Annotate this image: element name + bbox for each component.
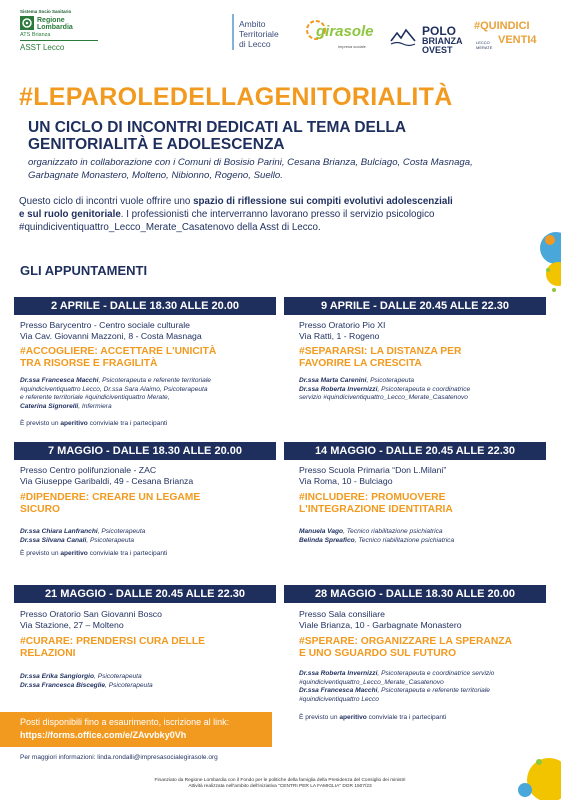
event-theme-line2: TRA RISORSE E FRAGILITÀ <box>20 358 158 369</box>
professional-line: #quindiciventiquattro Lecco, Dr.ssa Sara Alaimo, Psicoterapeuta <box>20 385 208 393</box>
event-place <box>20 465 193 487</box>
event-date-band: 28 MAGGIO - DALLE 18.30 ALLE 20.00 <box>284 585 546 603</box>
more-info: Per maggiori informazioni: linda.rondalli@impresasocialegirasole.org <box>20 754 218 761</box>
professional-line: Belinda Spreafico, Tecnico riabilitazione psichiatrica <box>299 536 455 544</box>
event-theme-line1: #INCLUDERE: PROMUOVERE <box>299 492 446 503</box>
event-professionals <box>299 670 494 704</box>
appointments-heading: GLI APPUNTAMENTI <box>20 263 148 278</box>
registration-box <box>0 712 272 747</box>
event-place <box>299 320 385 342</box>
professional-line: #quindiciventiquattro_Lecco_Merate_Casatenovo <box>299 678 444 686</box>
professional-line: Dr.ssa Chiara Lanfranchi, Psicoterapeuta <box>20 528 146 535</box>
event-place <box>299 609 462 631</box>
footer-line1: Finanziato da Regione Lombardia con il Fondo per le politiche della famiglia della Presidenza del Consiglio dei ministri <box>154 778 406 783</box>
asst-label: ASST Lecco <box>20 43 65 52</box>
girasole-subtitle: impresa sociale <box>338 44 366 49</box>
quindici-line2: VENTI4 <box>498 34 537 46</box>
intro-l1a: Questo ciclo di incontri vuole offrire uno <box>19 196 194 207</box>
event-place-line1: Presso Oratorio San Giovanni Bosco <box>20 609 162 619</box>
intro-l1b: spazio di riflessione sui compiti evolutivi adolescenziali <box>193 196 453 207</box>
event-date-band: 2 APRILE - DALLE 18.30 ALLE 20.00 <box>14 297 276 315</box>
event-theme-line1: #DIPENDERE: CREARE UN LEGAME <box>20 492 201 503</box>
intro-l2b: . I professionisti che interverranno lavorano presso il servizio psicologico <box>120 209 435 220</box>
girasole-name: girasole <box>316 23 374 40</box>
organized-line1: organizzato in collaborazione con i Comuni di Bosisio Parini, Cesana Brianza, Bulciago, Costa Masnaga, <box>28 157 473 168</box>
regione-lombardia-rose-icon <box>20 16 34 30</box>
aperitivo-note: È previsto un aperitivo conviviale tra i partecipanti <box>20 550 168 557</box>
professional-line: Dr.ssa Erika Sangiorgio, Psicoterapeuta <box>20 673 142 680</box>
intro-line3: #quindiciventiquattro_Lecco_Merate_Casatenovo della Asst di Lecco. <box>19 222 321 233</box>
professional-line: Dr.ssa Roberta Invernizzi, Psicoterapeuta e coordinatrice servizio <box>299 670 495 677</box>
professional-line: Dr.ssa Marta Carenini, Psicoterapeuta <box>299 377 415 384</box>
event-place-line1: Presso Scuola Primaria “Don L.Milani” <box>299 465 447 475</box>
quindici-line1: #QUINDICI <box>474 20 530 32</box>
event-place-line1: Presso Barycentro - Centro sociale culturale <box>20 320 190 330</box>
event-place-line1: Presso Oratorio Pio XI <box>299 320 386 330</box>
event-place-line2: Via Stazione, 27 – Molteno <box>20 620 124 630</box>
event-professionals <box>20 528 145 545</box>
event-theme-line2: RELAZIONI <box>20 648 76 659</box>
subtitle-line1: UN CICLO DI INCONTRI DEDICATI AL TEMA DELLA <box>28 119 407 136</box>
event-professionals <box>20 673 153 690</box>
logo-divider <box>20 40 98 41</box>
event-date-band: 14 MAGGIO - DALLE 20.45 ALLE 22.30 <box>284 442 546 460</box>
regione-lombardia-logo <box>20 9 130 55</box>
event-place-line1: Presso Sala consiliare <box>299 609 385 619</box>
event-professionals <box>299 377 470 403</box>
event-place-line2: Via Giuseppe Garibaldi, 49 - Cesana Brianza <box>20 476 194 486</box>
registration-link[interactable]: https://forms.office.com/e/ZAvvbky0Vh <box>20 730 187 740</box>
intro-line2 <box>19 209 434 222</box>
event-place <box>20 320 202 342</box>
ambito-logo <box>232 14 302 54</box>
event-place-line1: Presso Centro polifunzionale - ZAC <box>20 465 157 475</box>
ambito-line3: di Lecco <box>239 39 271 49</box>
aperitivo-note: È previsto un aperitivo conviviale tra i partecipanti <box>299 714 447 721</box>
event-date-band: 21 MAGGIO - DALLE 20.45 ALLE 22.30 <box>14 585 276 603</box>
professional-line: Dr.ssa Roberta Invernizzi, Psicoterapeuta e coordinatrice <box>299 385 471 393</box>
polo-line2: BRIANZA <box>422 36 463 46</box>
event-date-band: 9 APRILE - DALLE 20.45 ALLE 22.30 <box>284 297 546 315</box>
sistema-label: Sistema Socio Sanitario <box>20 9 72 14</box>
event-theme <box>20 636 205 660</box>
subtitle-line2: GENITORIALITÀ E ADOLESCENZA <box>28 136 285 153</box>
quindici-subtitle: LECCO MERATE <box>476 40 493 50</box>
professional-line: e referente territoriale #quindiciventiquattro Merate, <box>20 394 170 401</box>
intro-l2a: e sul ruolo genitoriale <box>19 209 121 220</box>
event-theme-line2: L'INTEGRAZIONE IDENTITARIA <box>299 504 453 515</box>
ambito-line2: Territoriale <box>239 29 279 39</box>
event-theme-line1: #SEPARARSI: LA DISTANZA PER <box>299 346 462 357</box>
ambito-line1: Ambito <box>239 19 266 29</box>
footer <box>60 778 500 790</box>
event-theme-line1: #SPERARE: ORGANIZZARE LA SPERANZA <box>299 636 513 647</box>
registration-text: Posti disponibili fino a esaurimento, iscrizione al link: <box>20 717 230 727</box>
event-place-line2: Via Ratti, 1 - Rogeno <box>299 331 380 341</box>
intro-line1 <box>19 196 453 209</box>
event-theme <box>299 346 461 370</box>
polo-line1: POLO <box>422 24 457 38</box>
professional-line: Dr.ssa Francesca Macchi, Psicoterapeuta e referente territoriale <box>20 377 211 384</box>
event-theme-line2: SICURO <box>20 504 61 515</box>
ambito-bar <box>232 14 234 50</box>
event-theme <box>20 346 216 370</box>
polo-mountain-icon <box>390 27 416 47</box>
event-place <box>20 609 162 631</box>
professional-line: Manuela Vago, Tecnico riabilitazione psichiatrica <box>299 528 443 535</box>
event-theme-line1: #ACCOGLIERE: ACCETTARE L'UNICITÀ <box>20 346 217 357</box>
polo-line3: OVEST <box>422 45 453 55</box>
event-theme-line2: FAVORIRE LA CRESCITA <box>299 358 422 369</box>
event-place-line2: Viale Brianza, 10 - Garbagnate Monastero <box>299 620 462 630</box>
professional-line: #quindiciventiquattro Lecco <box>299 695 379 703</box>
event-date-band: 7 MAGGIO - DALLE 18.30 ALLE 20.00 <box>14 442 276 460</box>
event-theme-line1: #CURARE: PRENDERSI CURA DELLE <box>20 636 205 647</box>
event-professionals <box>299 528 454 545</box>
event-theme <box>299 636 512 660</box>
footer-line2: Attività realizzata nell'ambito dell'iniziativa "CENTRI PER LA FAMIGLIA" DGR 1507/23 <box>188 784 372 789</box>
ats-label: ATS Brianza <box>20 32 51 38</box>
page-title: #LEPAROLEDELLAGENITORIALITÀ <box>19 83 453 111</box>
quindiciventi4-logo <box>474 16 552 56</box>
event-professionals <box>20 377 211 411</box>
decorative-circles-bottom <box>505 742 561 800</box>
professional-line: Caterina Signorelli, Infermiera <box>20 402 112 410</box>
event-place-line2: Via Roma, 10 - Bulciago <box>299 476 393 486</box>
professional-line: Dr.ssa Silvana Canali, Psicoterapeuta <box>20 536 134 544</box>
girasole-logo <box>304 18 380 54</box>
event-theme <box>299 492 453 516</box>
professional-line: servizio #quindiciventiquattro_Lecco_Merate_Casatenovo <box>299 394 468 401</box>
professional-line: Dr.ssa Francesca Bisceglie, Psicoterapeuta <box>20 681 153 689</box>
event-place <box>299 465 446 487</box>
event-place-line2: Via Cav. Giovanni Mazzoni, 8 - Costa Masnaga <box>20 331 202 341</box>
event-theme-line2: E UNO SGUARDO SUL FUTURO <box>299 648 457 659</box>
regione-name: Regione Lombardia <box>37 17 73 31</box>
organized-line2: Garbagnate Monastero, Molteno, Nibionno, Rogeno, Suello. <box>28 170 283 181</box>
polo-logo <box>390 20 463 56</box>
event-theme <box>20 492 200 516</box>
aperitivo-note: È previsto un aperitivo conviviale tra i partecipanti <box>20 420 168 427</box>
professional-line: Dr.ssa Francesca Macchi, Psicoterapeuta e referente territoriale <box>299 687 490 694</box>
